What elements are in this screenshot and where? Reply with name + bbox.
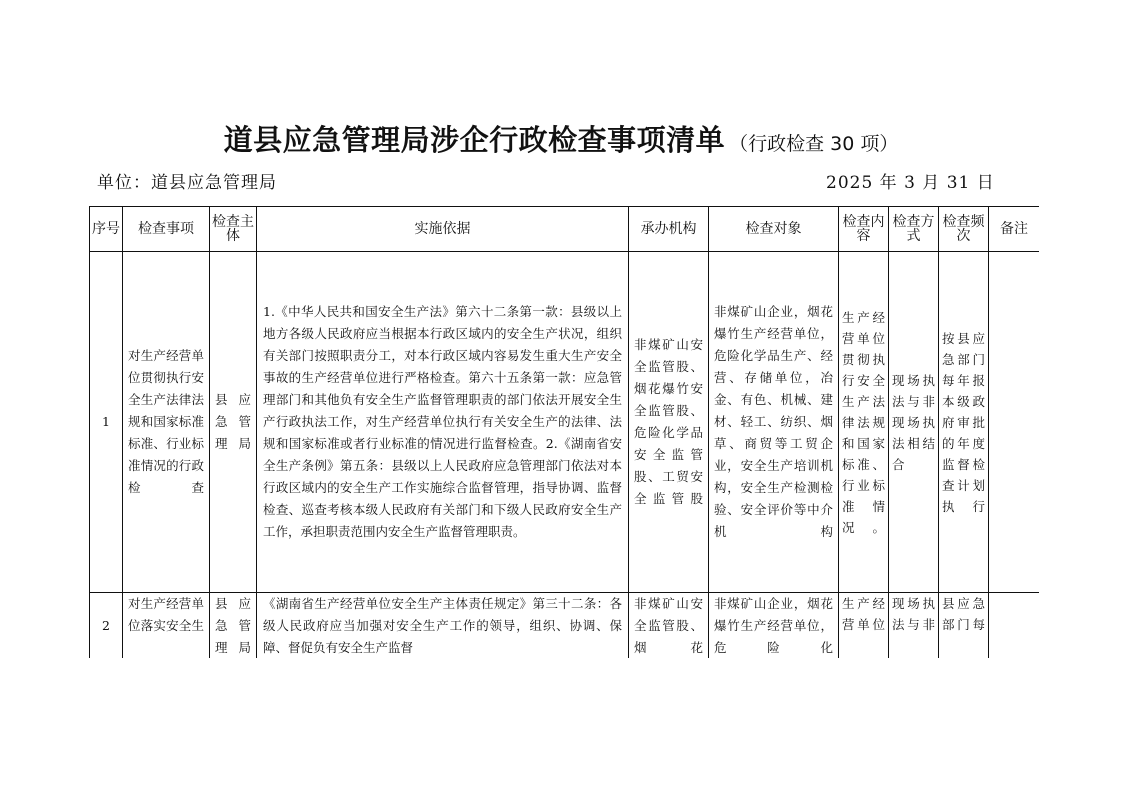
table-row — [90, 252, 1040, 593]
handling-org: 非煤矿山安全监管股、烟花爆竹安全监管股、危险化学品安全监管股、工贸安全监管股 — [629, 252, 709, 593]
inspection-target: 非煤矿山企业，烟花爆竹生产经营单位，危险化 — [709, 593, 839, 659]
document-date: 2025 年 3 月 31 日 — [826, 173, 995, 193]
header-cell: 检查频次 — [939, 207, 989, 252]
table-row — [90, 593, 1040, 659]
inspection-item: 对生产经营单位贯彻执行安全生产法律法规和国家标准标准、行业标准情况的行政检查 — [123, 252, 210, 593]
header-cell: 检查内容 — [839, 207, 889, 252]
remarks — [989, 252, 1040, 593]
header-cell: 检查方式 — [889, 207, 939, 252]
row-number: 1 — [90, 252, 123, 593]
header-cell: 检查主体 — [210, 207, 257, 252]
inspection-frequency: 按县应急部门每年报本级政府审批的年度监督检查计划执行 — [939, 252, 989, 593]
title-sub: （行政检查 30 项） — [729, 133, 899, 155]
row-number: 2 — [90, 593, 123, 659]
header-cell: 承办机构 — [629, 207, 709, 252]
header-cell: 检查对象 — [709, 207, 839, 252]
inspection-item: 对生产经营单位落实安全生 — [123, 593, 210, 659]
legal-basis: 1.《中华人民共和国安全生产法》第六十二条第一款：县级以上地方各级人民政府应当根据本行政区域内的安全生产状况，组织有关部门按照职责分工，对本行政区域内容易发生重大生产安全事故的生产经营单位进行严格检查。第六十五条第一款：应急管理部门和其他负有安全生产监督管理职责的部门依法开展安全生产行政执法工作，对生产经营单位执行有关安全生产的法律、法规和国家标准或者行业标准的情况进行监督检查。2.《湖南省安全生产条例》第五条：县级以上人民政府应急管理部门依法对本行政区域内的安全生产工作实施综合监督管理，指导协调、监督检查、巡查考核本级人民政府有关部门和下级人民政府安全生产工作，承担职责范围内安全生产监督管理职责。 — [257, 252, 629, 593]
inspection-table — [89, 206, 1039, 658]
header-cell: 实施依据 — [257, 207, 629, 252]
page-title — [0, 118, 1122, 159]
inspection-method: 现场执法与非现场执法相结合 — [889, 252, 939, 593]
inspection-table-container — [89, 206, 1039, 658]
inspection-target: 非煤矿山企业，烟花爆竹生产经营单位，危险化学品生产、经营、存储单位，冶金、有色、机械、建材、轻工、纺织、烟草、商贸等工贸企业，安全生产培训机构，安全生产检测检验、安全评价等中介机构 — [709, 252, 839, 593]
inspection-content: 生产经营单位贯彻执行安全生产法律法规和国家标准、行业标准情况。 — [839, 252, 889, 593]
inspection-subject: 县应急管理局 — [210, 593, 257, 659]
header-cell: 检查事项 — [123, 207, 210, 252]
inspection-method: 现场执法与非 — [889, 593, 939, 659]
table-header-row — [90, 207, 1040, 252]
header-cell: 序号 — [90, 207, 123, 252]
remarks — [989, 593, 1040, 659]
inspection-frequency: 县应急部门每 — [939, 593, 989, 659]
inspection-content: 生产经营单位 — [839, 593, 889, 659]
legal-basis: 《湖南省生产经营单位安全生产主体责任规定》第三十二条：各级人民政府应当加强对安全生产工作的领导，组织、协调、保障、督促负有安全生产监督 — [257, 593, 629, 659]
unit-label: 单位：道县应急管理局 — [97, 173, 277, 193]
header-cell: 备注 — [989, 207, 1040, 252]
inspection-subject: 县应急管理局 — [210, 252, 257, 593]
title-main: 道县应急管理局涉企行政检查事项清单 — [223, 123, 726, 157]
handling-org: 非煤矿山安全监管股、烟花 — [629, 593, 709, 659]
